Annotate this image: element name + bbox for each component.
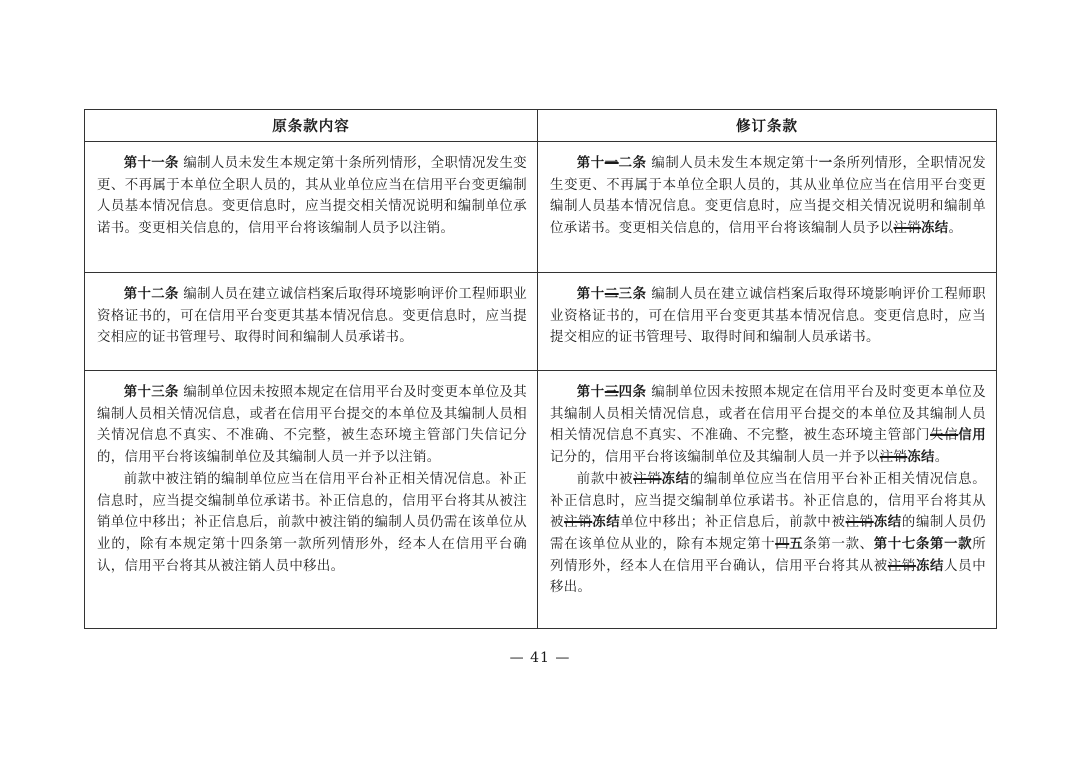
article-number: 第十 (576, 156, 605, 171)
deleted-text: 注销 (893, 221, 921, 237)
comparison-table (84, 109, 997, 629)
header-revised: 修订条款 (538, 110, 997, 142)
original-cell (85, 142, 538, 273)
revised-cell (538, 371, 997, 629)
article-number: 三条 (618, 287, 647, 302)
deleted-text: 一 (604, 156, 619, 171)
paragraph (550, 469, 986, 599)
article-number: 第十一条 (123, 156, 179, 171)
paragraph (97, 469, 527, 578)
paragraph (550, 153, 986, 240)
article-number: 第十 (576, 287, 605, 302)
paragraph (97, 153, 527, 240)
inserted-text: 冻结 (907, 450, 935, 466)
paragraph (550, 284, 986, 349)
body-text: 编制人员未发生本规定第十条所列情形，全职情况发生变更、不再属于本单位全职人员的，其从业单位应当在信用平台变更编制人员基本情况信息。变更信息时，应当提交相关情况说明和编制单位承诺书。变更相关信息的，信用平台将该编制人员予以注销。 (97, 156, 527, 237)
body-text: 的编制人员仍需在该单位从业的，除有本规定第十 (550, 515, 987, 552)
body-text: 人员中移出。 (550, 558, 986, 596)
deleted-text: 失信 (930, 428, 959, 444)
body-text: 。 (948, 221, 963, 237)
inserted-text: 信用 (958, 428, 987, 444)
table-row (85, 273, 997, 371)
original-cell (85, 371, 538, 629)
body-text: 条第一款、 (803, 536, 874, 552)
body-text: 记分的，信用平台将该编制单位及其编制人员一并予以 (550, 450, 880, 466)
original-text (85, 142, 537, 240)
deleted-text: 注销 (845, 515, 874, 531)
page-number: — 41 — (509, 650, 571, 666)
header-row (85, 110, 997, 142)
deleted-text: 注销 (887, 558, 916, 574)
revised-cell (538, 142, 997, 273)
inserted-text: 冻结 (661, 471, 690, 487)
paragraph (97, 284, 527, 349)
article-number: 第十三条 (123, 385, 179, 400)
table-row (85, 142, 997, 273)
body-text: 前款中被 (576, 471, 634, 487)
table-row (85, 371, 997, 629)
revised-cell (538, 273, 997, 371)
inserted-text: 冻结 (873, 515, 902, 531)
inserted-text: 冻结 (921, 221, 949, 237)
body-text: 所列情形外，经本人在信用平台确认，信用平台将其从被 (550, 536, 986, 574)
deleted-text: 注销 (879, 450, 908, 466)
body-text: 编制单位因未按照本规定在信用平台及时变更本单位及其编制人员相关情况信息，或者在信用平台提交的本单位及其编制人员相关情况信息不真实、不准确、不完整，被生态环境主管部门 (550, 385, 986, 444)
revised-text (538, 142, 996, 240)
body-text: 单位中移出；补正信息后，前款中被 (620, 515, 846, 531)
article-number: 第十二条 (123, 287, 179, 302)
revised-text (538, 273, 996, 349)
original-cell (85, 273, 538, 371)
deleted-text: 三 (604, 385, 619, 400)
header-original: 原条款内容 (85, 110, 538, 142)
body-text: 编制人员在建立诚信档案后取得环境影响评价工程师职业资格证书的，可在信用平台变更其基本情况信息。变更信息时，应当提交相应的证书管理号、取得时间和编制人员承诺书。 (550, 287, 986, 346)
revised-text (538, 371, 996, 599)
body-text: 。 (934, 450, 949, 466)
article-number: 二条 (618, 156, 647, 171)
inserted-text: 第十七条第一款 (873, 536, 973, 552)
inserted-text: 冻结 (592, 515, 621, 531)
inserted-text: 一 (818, 156, 833, 171)
deleted-text: 四 (775, 536, 790, 552)
article-number: 第十 (576, 385, 605, 400)
body-text: 条所列情形，全职情况发生变更、不再属于本单位全职人员的，其从业单位应当在信用平台变更编制人员基本情况信息。变更信息时，应当提交相关情况说明和编制单位承诺书。变更相关信息的，信用平台将该编制人员予以 (550, 156, 986, 237)
body-text: 编制单位因未按照本规定在信用平台及时变更本单位及其编制人员相关情况信息，或者在信用平台提交的本单位及其编制人员相关情况信息不真实、不准确、不完整，被生态环境主管部门失信记分的，信用平台将该编制单位及其编制人员一并予以注销。 (97, 385, 527, 466)
inserted-text: 五 (789, 536, 804, 552)
body-text: 编制人员在建立诚信档案后取得环境影响评价工程师职业资格证书的，可在信用平台变更其基本情况信息。变更信息时，应当提交相应的证书管理号、取得时间和编制人员承诺书。 (97, 287, 527, 346)
deleted-text: 注销 (564, 515, 593, 531)
original-text (85, 273, 537, 349)
paragraph (97, 382, 527, 469)
deleted-text: 二 (604, 287, 619, 302)
article-number: 四条 (618, 385, 647, 400)
body-text: 的编制单位应当在信用平台补正相关情况信息。补正信息时，应当提交编制单位承诺书。补正信息的，信用平台将其从被 (550, 471, 986, 531)
deleted-text: 注销 (633, 471, 662, 487)
original-text (85, 371, 537, 577)
body-text: 编制人员未发生本规定第十 (646, 156, 819, 171)
inserted-text: 冻结 (915, 558, 945, 574)
paragraph (550, 382, 986, 469)
body-text: 前款中被注销的编制单位应当在信用平台补正相关情况信息。补正信息时，应当提交编制单位承诺书。补正信息的，信用平台将其从被注销单位中移出；补正信息后，前款中被注销的编制人员仍需在该单位从业的，除有本规定第十四条第一款所列情形外，经本人在信用平台确认，信用平台将其从被注销人员中移出。 (97, 471, 527, 574)
